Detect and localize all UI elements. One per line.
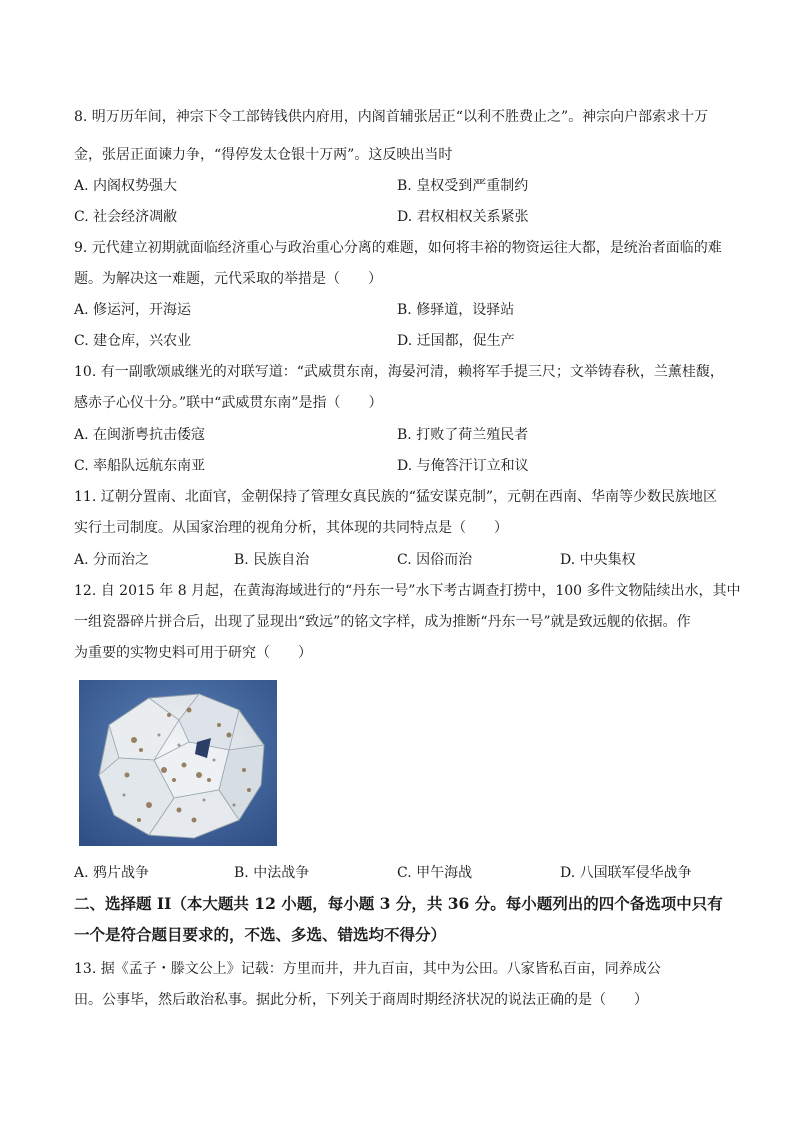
- section-2-heading-line1: 二、选择题 II（本大题共 12 小题，每小题 3 分，共 36 分。每小题列出的四个备选项中只有: [74, 894, 723, 913]
- q10-option-b[interactable]: B. 打败了荷兰殖民者: [397, 427, 529, 443]
- q10-option-d[interactable]: D. 与俺答汗订立和议: [397, 458, 529, 474]
- q8-option-c[interactable]: C. 社会经济凋敝: [74, 209, 178, 225]
- q8-option-a[interactable]: A. 内阁权势强大: [74, 178, 178, 194]
- q12-stem-line2: 一组瓷器碎片拼合后，出现了显现出“致远”的铭文字样，成为推断“丹东一号”就是致远舰的依据。作: [74, 614, 691, 630]
- q9-option-c[interactable]: C. 建仓库，兴农业: [74, 333, 192, 349]
- q10-stem-line1: 10. 有一副歌颂戚继光的对联写道：“武威贯东南，海晏河清，赖将军手提三尺；文举铸春秋，兰薰桂馥，: [74, 364, 724, 380]
- q11-stem-line2: 实行土司制度。从国家治理的视角分析，其体现的共同特点是（ ）: [74, 520, 508, 536]
- q11-option-c[interactable]: C. 因俗而治: [397, 552, 473, 568]
- q8-stem-line1: 8. 明万历年间，神宗下令工部铸钱供内府用，内阁首辅张居正“以利不胜费止之”。神宗向户部索求十万: [74, 109, 709, 125]
- section-2-heading-line2: 一个是符合题目要求的，不选、多选、错选均不得分）: [74, 925, 447, 944]
- q11-stem-line1: 11. 辽朝分置南、北面官，金朝保持了管理女真民族的“猛安谋克制”，元朝在西南、华南等少数民族地区: [74, 489, 718, 505]
- q10-option-a[interactable]: A. 在闽浙粤抗击倭寇: [74, 427, 206, 443]
- q13-stem-line1: 13. 据《孟子・滕文公上》记载：方里而井，井九百亩，其中为公田。八家皆私百亩，同养成公: [74, 961, 661, 977]
- q11-option-a[interactable]: A. 分而治之: [74, 552, 150, 568]
- q11-option-b[interactable]: B. 民族自治: [234, 552, 310, 568]
- q10-option-c[interactable]: C. 率船队远航东南亚: [74, 458, 206, 474]
- q9-stem-line1: 9. 元代建立初期就面临经济重心与政治重心分离的难题，如何将丰裕的物资运往大都，是统治者面临的难: [74, 240, 722, 256]
- q9-option-a[interactable]: A. 修运河，开海运: [74, 302, 192, 318]
- q9-option-d[interactable]: D. 迁国都，促生产: [397, 333, 515, 349]
- q12-option-d[interactable]: D. 八国联军侵华战争: [560, 865, 692, 881]
- q8-option-d[interactable]: D. 君权相权关系紧张: [397, 209, 529, 225]
- q12-option-b[interactable]: B. 中法战争: [234, 865, 310, 881]
- q11-option-d[interactable]: D. 中央集权: [560, 552, 636, 568]
- porcelain-fragments-photo: [79, 680, 277, 846]
- q12-option-c[interactable]: C. 甲午海战: [397, 865, 473, 881]
- q9-option-b[interactable]: B. 修驿道，设驿站: [397, 302, 515, 318]
- q8-stem-line2: 金，张居正面谏力争，“得停发太仓银十万两”。这反映出当时: [74, 147, 453, 163]
- q10-stem-line2: 感赤子心仪十分。”联中“武威贯东南”是指（ ）: [74, 395, 383, 411]
- q9-stem-line2: 题。为解决这一难题，元代采取的举措是（ ）: [74, 271, 382, 287]
- q13-stem-line2: 田。公事毕，然后敢治私事。据此分析，下列关于商周时期经济状况的说法正确的是（ ）: [74, 992, 648, 1008]
- q12-option-a[interactable]: A. 鸦片战争: [74, 865, 150, 881]
- q12-stem-line1: 12. 自 2015 年 8 月起，在黄海海域进行的“丹东一号”水下考古调查打捞中，100 多件文物陆续出水，其中: [74, 583, 741, 599]
- q8-option-b[interactable]: B. 皇权受到严重制约: [397, 178, 529, 194]
- q12-stem-line3: 为重要的实物史料可用于研究（ ）: [74, 645, 312, 661]
